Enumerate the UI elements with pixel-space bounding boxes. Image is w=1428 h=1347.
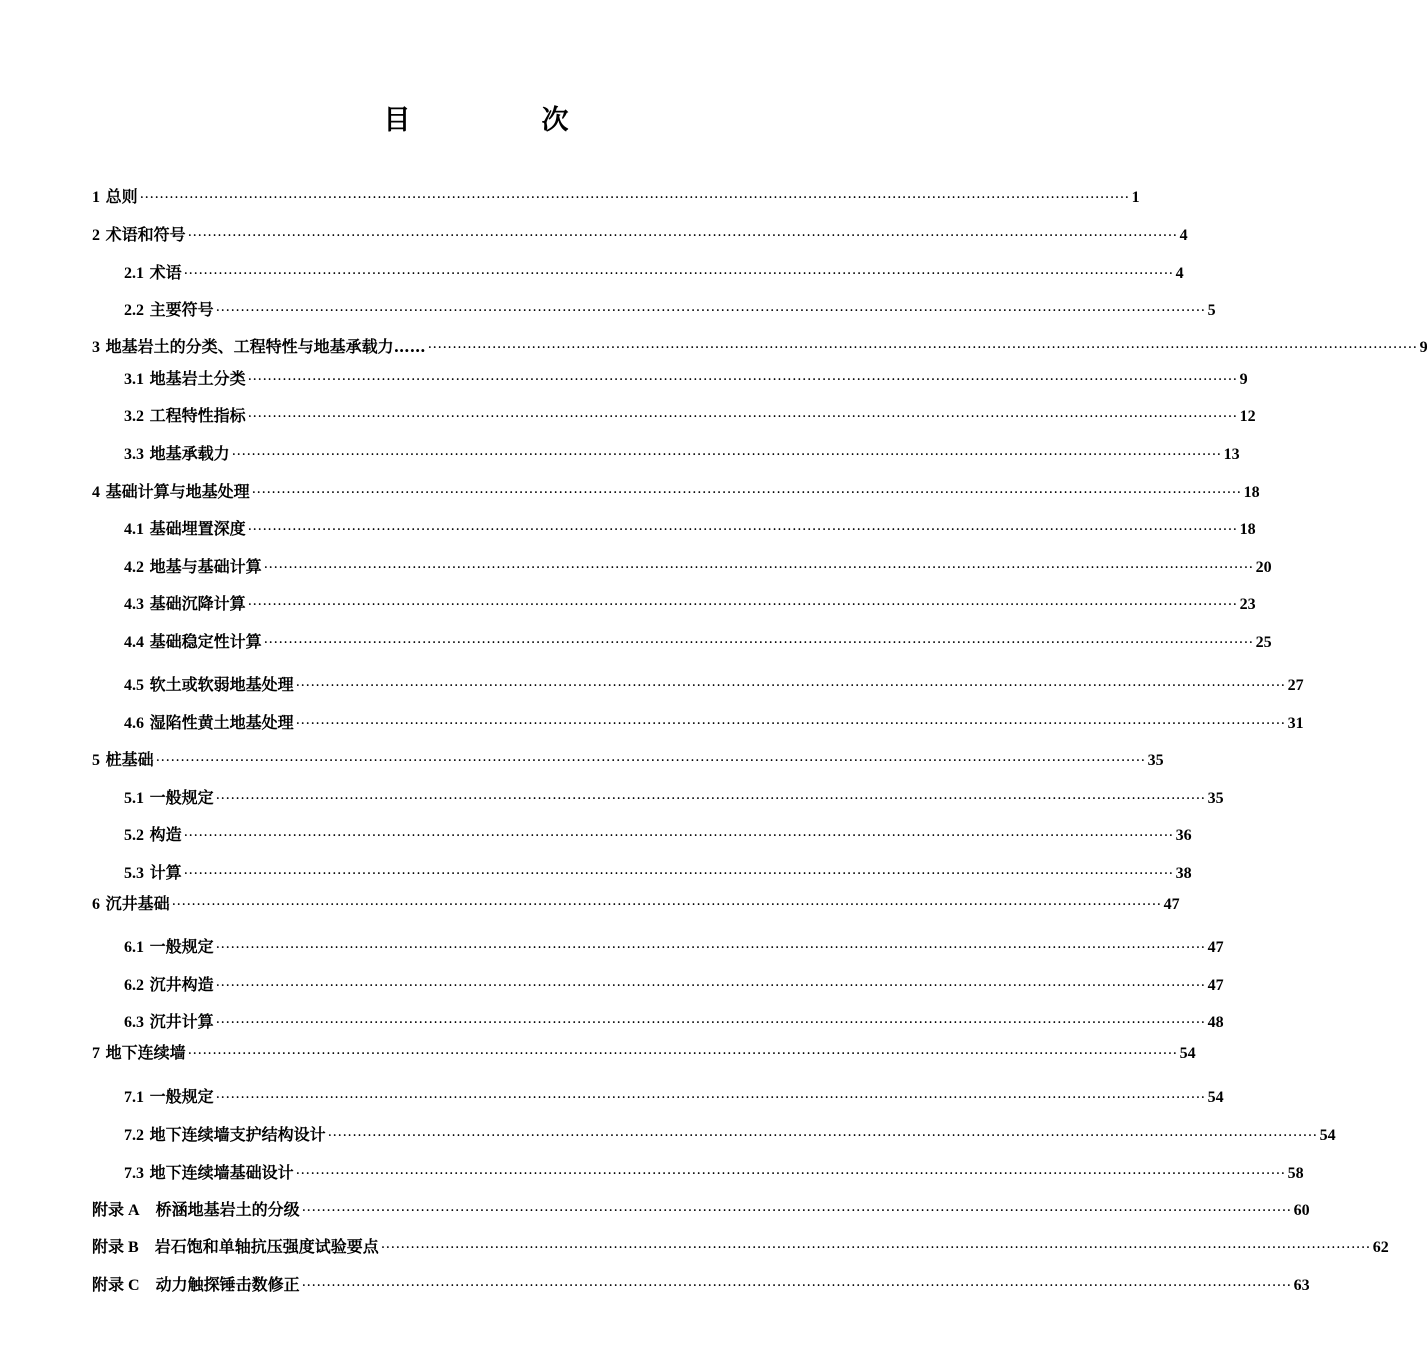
- toc-leader-dots: ········································································································································································································: [187, 228, 1178, 244]
- toc-entry-page: 25: [1255, 634, 1272, 651]
- toc-entry-page: 12: [1239, 408, 1256, 425]
- toc-entry-number: 7: [92, 1045, 100, 1062]
- toc-leader-dots: ········································································································································································································: [263, 560, 1254, 576]
- toc-entry-label: [124, 710, 294, 733]
- toc-entry-number: 4.1: [124, 521, 144, 538]
- toc-entry-title: 桩基础: [105, 750, 154, 769]
- toc-entry-number: 7.2: [124, 1127, 144, 1144]
- toc-entry-page: 36: [1175, 827, 1192, 844]
- toc-entry-title: 一般规定: [149, 937, 214, 956]
- toc-entry-label: [92, 1234, 379, 1257]
- toc-entry[interactable]: [124, 1009, 1224, 1033]
- toc-entry-page: 5: [1207, 302, 1216, 319]
- toc-entry-label: [124, 785, 214, 808]
- toc-entry[interactable]: [124, 710, 1304, 734]
- toc-entry-title: 沉井构造: [149, 975, 214, 994]
- toc-entry-number: 3.3: [124, 446, 144, 463]
- toc-leader-dots: ········································································································································································································: [247, 409, 1238, 425]
- toc-entry-number: 3.2: [124, 408, 144, 425]
- toc-entry-label: [92, 1272, 300, 1295]
- toc-entry-title: 地基承载力: [149, 444, 230, 463]
- toc-entry-label: [124, 297, 214, 320]
- toc-entry-label: [92, 334, 426, 357]
- toc-entry-label: [124, 260, 182, 283]
- toc-entry[interactable]: [124, 934, 1224, 958]
- toc-entry-label: [124, 516, 246, 539]
- toc-entry-page: 31: [1287, 715, 1304, 732]
- toc-leader-dots: ········································································································································································································: [183, 828, 1174, 844]
- toc-entry-label: [124, 1009, 214, 1032]
- toc-entry[interactable]: [124, 441, 1240, 465]
- toc-entry-label: [92, 1197, 300, 1220]
- toc-leader-dots: ········································································································································································································: [155, 753, 1146, 769]
- toc-entry-number: 6.1: [124, 939, 144, 956]
- toc-leader-dots: ········································································································································································································: [295, 1166, 1286, 1182]
- toc-entry-page: 27: [1287, 677, 1304, 694]
- toc-leader-dots: ········································································································································································································: [247, 597, 1238, 613]
- toc-entry-label: [92, 479, 250, 502]
- toc-entry-title: 地基岩土的分类、工程特性与地基承载力……: [105, 337, 426, 356]
- toc-entry[interactable]: [124, 403, 1256, 427]
- toc-entry-title: 湿陷性黄土地基处理: [149, 713, 294, 732]
- toc-leader-dots: ········································································································································································································: [301, 1278, 1292, 1294]
- toc-entry-title: 术语: [149, 263, 182, 282]
- toc-entry-title: 地下连续墙: [105, 1043, 186, 1062]
- toc-entry-title: 沉井基础: [105, 894, 170, 913]
- toc-entry-page: 18: [1243, 484, 1260, 501]
- toc-entry-label: [124, 554, 262, 577]
- toc-entry-title: 地下连续墙支护结构设计: [149, 1125, 326, 1144]
- toc-entry-title: 构造: [149, 825, 182, 844]
- toc-entry[interactable]: [124, 972, 1224, 996]
- toc-entry-page: 23: [1239, 596, 1256, 613]
- toc-leader-dots: ········································································································································································································: [187, 1046, 1178, 1062]
- toc-entry-number: 4.4: [124, 634, 144, 651]
- toc-leader-dots: ········································································································································································································: [183, 266, 1174, 282]
- toc-entry-page: 35: [1207, 790, 1224, 807]
- toc-leader-dots: ········································································································································································································: [295, 716, 1286, 732]
- toc-entry-label: [124, 672, 294, 695]
- toc-leader-dots: ········································································································································································································: [247, 522, 1238, 538]
- toc-entry-title: 基础埋置深度: [149, 519, 246, 538]
- toc-entry-number: 附录 C: [92, 1277, 140, 1294]
- toc-entry-label: [124, 441, 230, 464]
- toc-leader-dots: ········································································································································································································: [301, 1203, 1292, 1219]
- toc-entry-page: 54: [1319, 1127, 1336, 1144]
- toc-entry-title: 基础计算与地基处理: [105, 482, 250, 501]
- toc-entry-title: 沉井计算: [149, 1012, 214, 1031]
- toc-leader-dots: ········································································································································································································: [215, 978, 1206, 994]
- toc-entry-label: [124, 1122, 326, 1145]
- toc-entry-label: [92, 747, 154, 770]
- toc-entry-number: 2.2: [124, 302, 144, 319]
- toc-entry-page: 9: [1419, 339, 1428, 356]
- toc-entry-label: [124, 629, 262, 652]
- toc-leader-dots: ········································································································································································································: [427, 340, 1418, 356]
- toc-entry[interactable]: [124, 672, 1304, 696]
- toc-entry-number: 4.2: [124, 559, 144, 576]
- toc-entry-label: [124, 591, 246, 614]
- toc-entry[interactable]: [92, 1234, 1389, 1258]
- toc-entry-label: [124, 1084, 214, 1107]
- toc-leader-dots: ········································································································································································································: [183, 866, 1174, 882]
- toc-entry-label: [124, 403, 246, 426]
- toc-entry-number: 4.3: [124, 596, 144, 613]
- toc-entry-label: [124, 366, 246, 389]
- toc-entry-page: 4: [1179, 227, 1188, 244]
- toc-entry-page: 62: [1372, 1239, 1389, 1256]
- toc-entry-label: [92, 1040, 186, 1063]
- toc-entry-page: 60: [1293, 1202, 1310, 1219]
- toc-entry-label: [92, 222, 186, 245]
- toc-entry-page: 18: [1239, 521, 1256, 538]
- toc-leader-dots: ········································································································································································································: [380, 1240, 1371, 1256]
- toc-entry-label: [124, 822, 182, 845]
- toc-entry[interactable]: [92, 479, 1260, 503]
- toc-entry[interactable]: [124, 860, 1192, 884]
- toc-entry-number: 附录 B: [92, 1239, 139, 1256]
- toc-entry-number: 4: [92, 484, 100, 501]
- toc-entry[interactable]: [124, 297, 1216, 321]
- toc-entry-number: 6.3: [124, 1014, 144, 1031]
- toc-entry-title: 地下连续墙基础设计: [149, 1163, 294, 1182]
- toc-leader-dots: ········································································································································································································: [215, 303, 1206, 319]
- toc-leader-dots: ········································································································································································································: [171, 897, 1162, 913]
- toc-entry[interactable]: [92, 1040, 1196, 1064]
- toc-leader-dots: ········································································································································································································: [295, 678, 1286, 694]
- toc-entry-title: 桥涵地基岩土的分级: [155, 1200, 300, 1219]
- toc-entry-number: 3.1: [124, 371, 144, 388]
- toc-entry-number: 1: [92, 189, 100, 206]
- toc-entry-title: 岩石饱和单轴抗压强度试验要点: [154, 1237, 379, 1256]
- toc-entry[interactable]: [92, 891, 1180, 915]
- toc-entry-page: 20: [1255, 559, 1272, 576]
- toc-entry[interactable]: [92, 222, 1188, 246]
- toc-entry-title: 工程特性指标: [149, 406, 246, 425]
- toc-entry-title: 动力触探锤击数修正: [155, 1275, 300, 1294]
- toc-entry-page: 47: [1207, 939, 1224, 956]
- toc-entry-title: 软土或软弱地基处理: [149, 675, 294, 694]
- toc-entry-title: 总则: [105, 187, 138, 206]
- toc-entry-page: 58: [1287, 1165, 1304, 1182]
- toc-entry-title: 主要符号: [149, 300, 214, 319]
- toc-entry[interactable]: [124, 1084, 1224, 1108]
- toc-entry[interactable]: [124, 1122, 1336, 1146]
- toc-entry[interactable]: [124, 554, 1272, 578]
- toc-entry-number: 附录 A: [92, 1202, 140, 1219]
- toc-leader-dots: ········································································································································································································: [263, 635, 1254, 651]
- toc-entry[interactable]: [124, 1160, 1304, 1184]
- toc-entry-page: 54: [1207, 1089, 1224, 1106]
- toc-entry-page: 63: [1293, 1277, 1310, 1294]
- toc-entry-title: 基础稳定性计算: [149, 632, 262, 651]
- toc-leader-dots: ········································································································································································································: [247, 372, 1238, 388]
- toc-entry[interactable]: [92, 1272, 1310, 1296]
- toc-entry-label: [92, 891, 170, 914]
- toc-entry[interactable]: [124, 366, 1248, 390]
- toc-entry-title: 计算: [149, 863, 182, 882]
- toc-entry-page: 48: [1207, 1014, 1224, 1031]
- toc-leader-dots: ········································································································································································································: [231, 447, 1222, 463]
- toc-entry-page: 1: [1131, 189, 1140, 206]
- toc-entry-number: 7.3: [124, 1165, 144, 1182]
- toc-entry-number: 4.5: [124, 677, 144, 694]
- page-title: 目 次: [383, 105, 621, 136]
- toc-entry[interactable]: [92, 747, 1164, 771]
- toc-entry-number: 5.3: [124, 865, 144, 882]
- toc-entry[interactable]: [124, 591, 1256, 615]
- toc-entry-page: 9: [1239, 371, 1248, 388]
- toc-entry-page: 38: [1175, 865, 1192, 882]
- toc-entry-title: 地基与基础计算: [149, 557, 262, 576]
- toc-entry[interactable]: [92, 1197, 1310, 1221]
- toc-entry-page: 35: [1147, 752, 1164, 769]
- toc-entry-number: 6: [92, 896, 100, 913]
- toc-entry-number: 6.2: [124, 977, 144, 994]
- toc-leader-dots: ········································································································································································································: [215, 940, 1206, 956]
- toc-entry-page: 54: [1179, 1045, 1196, 1062]
- toc-entry-title: 一般规定: [149, 788, 214, 807]
- toc-entry-page: 4: [1175, 265, 1184, 282]
- toc-leader-dots: ········································································································································································································: [327, 1128, 1318, 1144]
- toc-leader-dots: ········································································································································································································: [215, 1090, 1206, 1106]
- toc-entry-label: [124, 1160, 294, 1183]
- toc-entry[interactable]: [92, 184, 1140, 208]
- toc-entry[interactable]: [124, 822, 1192, 846]
- toc-entry-number: 2: [92, 227, 100, 244]
- toc-entry[interactable]: [124, 260, 1184, 284]
- toc-entry[interactable]: [124, 629, 1272, 653]
- toc-leader-dots: ········································································································································································································: [139, 190, 1130, 206]
- toc-entry[interactable]: [92, 334, 1428, 358]
- toc-entry-number: 5: [92, 752, 100, 769]
- toc-entry-page: 13: [1223, 446, 1240, 463]
- toc-entry-number: 5.1: [124, 790, 144, 807]
- toc-leader-dots: ········································································································································································································: [215, 1015, 1206, 1031]
- toc-entry[interactable]: [124, 785, 1224, 809]
- toc-entry-number: 5.2: [124, 827, 144, 844]
- toc-entry-label: [124, 934, 214, 957]
- toc-entry-number: 3: [92, 339, 100, 356]
- toc-entry-number: 4.6: [124, 715, 144, 732]
- toc-entry-title: 基础沉降计算: [149, 594, 246, 613]
- toc-leader-dots: ········································································································································································································: [251, 485, 1242, 501]
- toc-entry-page: 47: [1207, 977, 1224, 994]
- toc-leader-dots: ········································································································································································································: [215, 791, 1206, 807]
- toc-entry-number: 2.1: [124, 265, 144, 282]
- toc-entry-title: 一般规定: [149, 1087, 214, 1106]
- toc-entry-title: 术语和符号: [105, 225, 186, 244]
- toc-entry-label: [124, 860, 182, 883]
- toc-entry-page: 47: [1163, 896, 1180, 913]
- toc-entry-title: 地基岩土分类: [149, 369, 246, 388]
- toc-entry-number: 7.1: [124, 1089, 144, 1106]
- toc-entry[interactable]: [124, 516, 1256, 540]
- toc-entry-label: [124, 972, 214, 995]
- toc-entry-label: [92, 184, 138, 207]
